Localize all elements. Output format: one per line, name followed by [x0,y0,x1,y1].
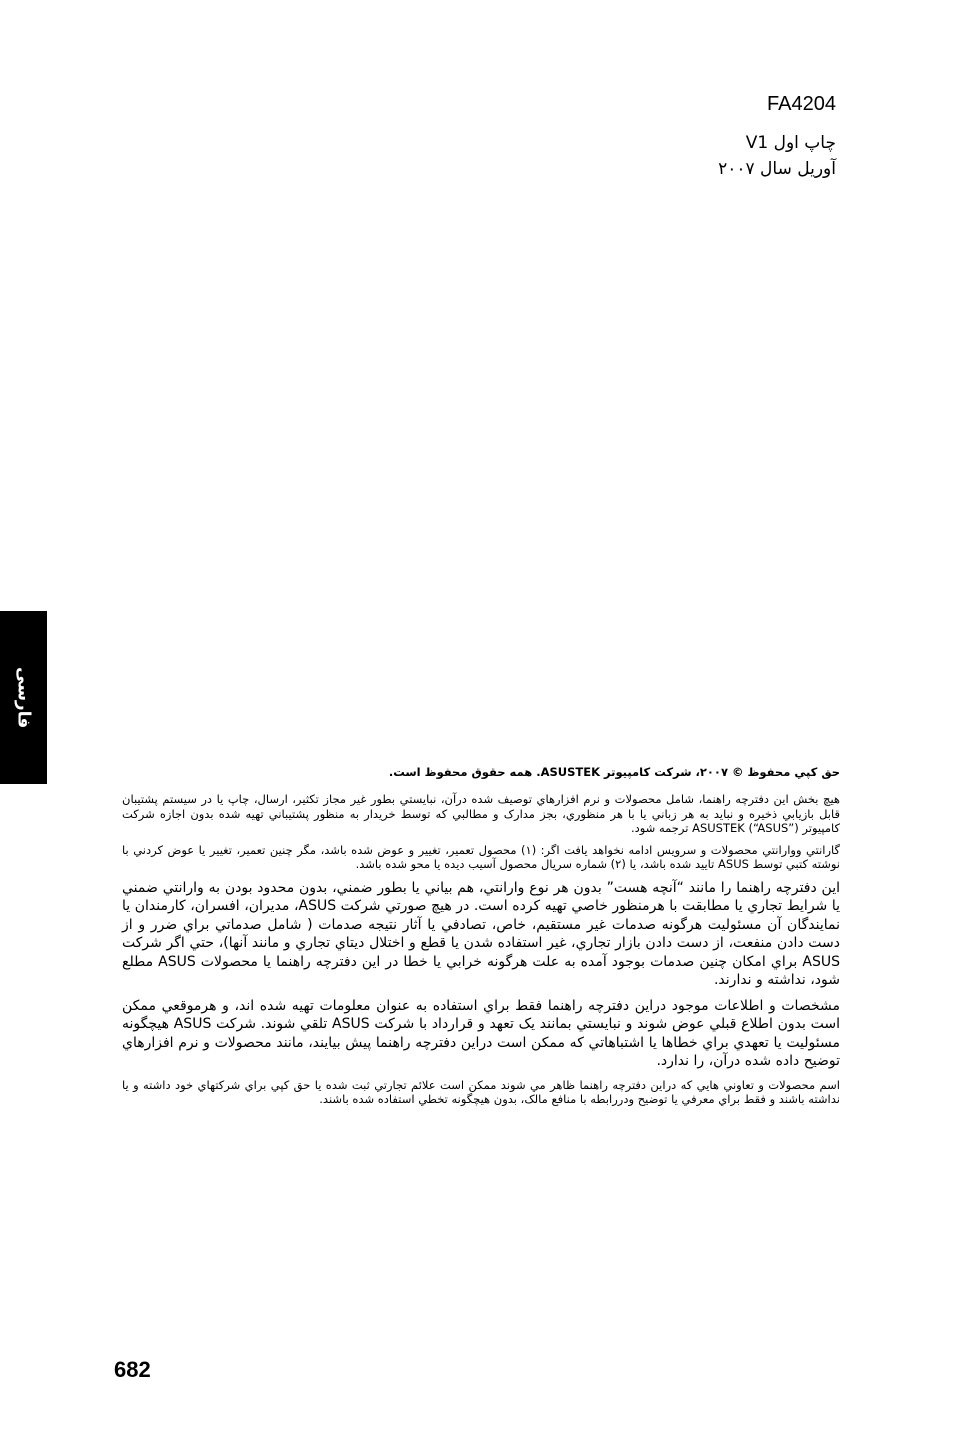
language-tab-label: فارسی [13,666,34,729]
paragraph-reproduction: هيچ بخش اين دفترچه راهنما، شامل محصولات و نرم افزارهاي توصيف شده درآن، نبايستي بطور غير مجاز تکثير، ارسال، چاپ يا در سيستم پشتيبان قابل بازيابي ذخيره و نبايد به هر زباني يا با هر منظوري، بجز مدارک و مطالبي که توسط خريدار به منظور پشتيباني تهيه شده بدون اجازه شرکت کامپيوتر ASUSTEK (“ASUS”) ترجمه شود. [122,792,840,835]
paragraph-disclaimer: اين دفترچه راهنما را مانند “آنچه هست” بدون هر نوع وارانتي، هم بياني يا بطور ضمني، بدون محدود بودن به وارانتي ضمني يا شرايط تجاري يا مطابقت با هرمنظور خاصي تهيه کرده است. در هيچ صورتي شرکت ASUS، مديران، افسران، کارمندان يا نمايندگان آن مسئوليت هرگونه صدمات غير مستقيم، خاص، تصادفي يا آثار نتيجه صدمات ( شامل صدماتي براي ضرر و از دست دادن منفعت، از دست دادن بازار تجاري، غير استفاده شدن يا قطع و اختلال ديتاي تجاري و مانند آنها)، حتي اگر شرکت ASUS براي امکان چنين صدمات بوجود آمده به علت هرگونه خرابي يا خطا در اين دفترچه راهنما يا محصولات ASUS مطلع شود، نداشته و ندارند. [122,879,840,988]
edition-label: چاپ اول V1 [745,133,836,153]
paragraph-warranty: گارانتي ووارانتي محصولات و سرويس ادامه نخواهد يافت اگر: (۱) محصول تعمير، تغيير و عوض شده باشد، مگر چنين تعمير، تغيير يا عوض کردني با نوشته کتبي توسط ASUS تاييد شده باشد، يا (۲) شماره سريال محصول آسيب ديده يا محو شده باشد. [122,842,840,871]
document-code: FA4204 [767,93,836,115]
copyright-notice [122,764,840,1114]
paragraph-specifications: مشخصات و اطلاعات موجود دراين دفترچه راهنما فقط براي استفاده به عنوان معلومات تهيه شده اند، و هرموقعي ممکن است بدون اطلاع قبلي عوض شوند و نبايستي بمانند يک تعهد و قرارداد با شرکت ASUS تلقي شوند. شرکت ASUS هيچگونه مسئوليت يا تعهدي براي خطاها يا اشتباهاتي که ممکن است دراين دفترچه راهنما پيش بيايند، مانند محصولات و نرم افزارهاي توضيح داده شده درآن، را ندارد. [122,997,840,1069]
copyright-heading: حق کپي محفوظ © ۲۰۰۷، شرکت کامپيوتر ASUSTEK. همه حقوق محفوظ است. [388,765,840,779]
page-number: 682 [114,1357,151,1382]
language-side-tab [0,611,47,784]
document-header [718,92,836,182]
publication-date: آوريل سال ۲۰۰۷ [718,159,836,179]
paragraph-trademarks: اسم محصولات و تعاوني هايي که دراين دفترچه راهنما ظاهر مي شوند ممکن است علائم تجارتي ثبت شده يا حق کپي براي شرکتهاي خود داشته و يا نداشته باشند و فقط براي معرفي يا توضيح ودررابطه با منافع مالک، بدون هيچگونه تخطي استفاده شده باشند. [122,1077,840,1106]
